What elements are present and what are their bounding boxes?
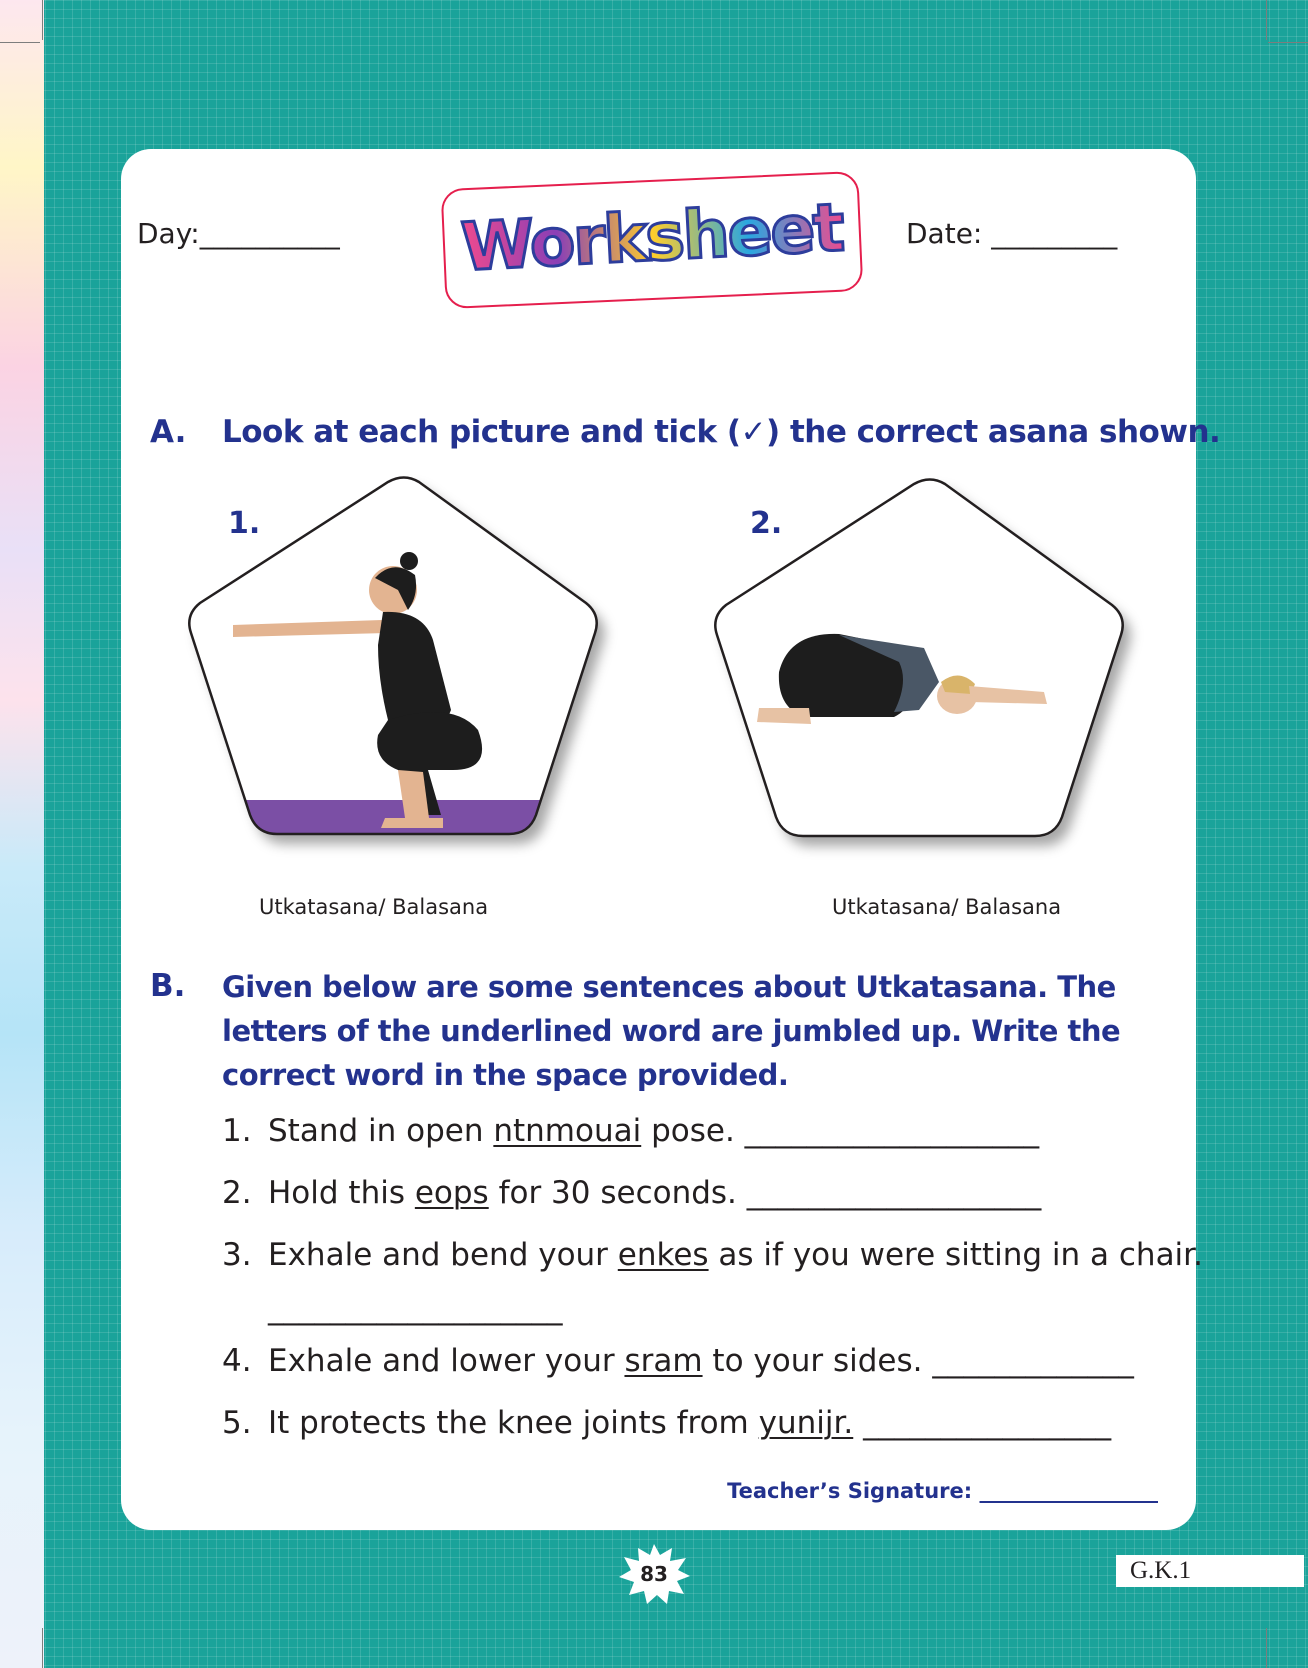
- crop-mark: [0, 42, 40, 43]
- question-3-answer-line: [268, 1290, 563, 1326]
- day-field: [137, 217, 340, 250]
- date-field: [906, 217, 1117, 250]
- jumbled-word: enkes: [617, 1237, 709, 1273]
- picture-2-number: 2.: [750, 506, 783, 541]
- signature-blank[interactable]: _________________: [979, 1479, 1158, 1503]
- crop-mark: [1268, 42, 1308, 43]
- answer-blank[interactable]: ___________________: [746, 1175, 1042, 1211]
- jumbled-word: eops: [414, 1175, 489, 1211]
- question-3: 3. Exhale and bend your enkes as if you were sitting in a chair.: [222, 1237, 1203, 1273]
- crop-mark: [42, 1628, 43, 1668]
- question-number: 3.: [222, 1237, 252, 1273]
- question-number: 2.: [222, 1175, 252, 1211]
- teacher-signature: [727, 1479, 1158, 1503]
- svg-text:Worksheet: Worksheet: [459, 189, 845, 286]
- signature-label: Teacher’s Signature:: [727, 1479, 973, 1503]
- book-code-label: G.K.1: [1116, 1555, 1304, 1587]
- answer-blank[interactable]: ________________: [863, 1405, 1112, 1441]
- date-label: Date:: [906, 217, 983, 250]
- answer-blank[interactable]: ___________________: [268, 1290, 563, 1326]
- rainbow-edge-strip: [0, 0, 44, 1668]
- section-b-instruction: Given below are some sentences about Utkatasana. The letters of the underlined word are jumbled up. Write the correct word in the space provided.: [222, 970, 1121, 1092]
- page-number: 83: [640, 1562, 668, 1586]
- crop-mark: [42, 0, 43, 40]
- section-b-letter: B.: [150, 968, 186, 1004]
- crop-mark: [1266, 0, 1267, 40]
- question-number: 4.: [222, 1343, 252, 1379]
- worksheet-logo: [452, 188, 852, 288]
- question-2: 2. Hold this eops for 30 seconds. ___________________: [222, 1175, 1042, 1211]
- question-4: 4. Exhale and lower your sram to your sides. _____________: [222, 1343, 1134, 1379]
- picture-1-caption[interactable]: Utkatasana/ Balasana: [259, 895, 489, 919]
- question-number: 5.: [222, 1405, 252, 1441]
- jumbled-word: sram: [624, 1343, 703, 1379]
- crop-mark: [1266, 1628, 1267, 1668]
- day-label: Day:: [137, 217, 200, 250]
- day-blank[interactable]: __________: [199, 217, 340, 250]
- jumbled-word: yunijr.: [758, 1405, 854, 1441]
- answer-blank[interactable]: _____________: [932, 1343, 1134, 1379]
- jumbled-word: ntnmouai: [493, 1113, 642, 1149]
- section-a-instruction: Look at each picture and tick (✓) the correct asana shown.: [222, 414, 1221, 450]
- picture-2-caption[interactable]: Utkatasana/ Balasana: [832, 895, 1062, 919]
- section-a-letter: A.: [150, 414, 187, 450]
- answer-blank[interactable]: ___________________: [744, 1113, 1040, 1149]
- date-blank[interactable]: _________: [991, 217, 1118, 250]
- picture-1-number: 1.: [228, 506, 261, 541]
- question-number: 1.: [222, 1113, 252, 1149]
- question-1: 1. Stand in open ntnmouai pose. ___________________: [222, 1113, 1040, 1149]
- question-5: 5. It protects the knee joints from yunijr. ________________: [222, 1405, 1112, 1441]
